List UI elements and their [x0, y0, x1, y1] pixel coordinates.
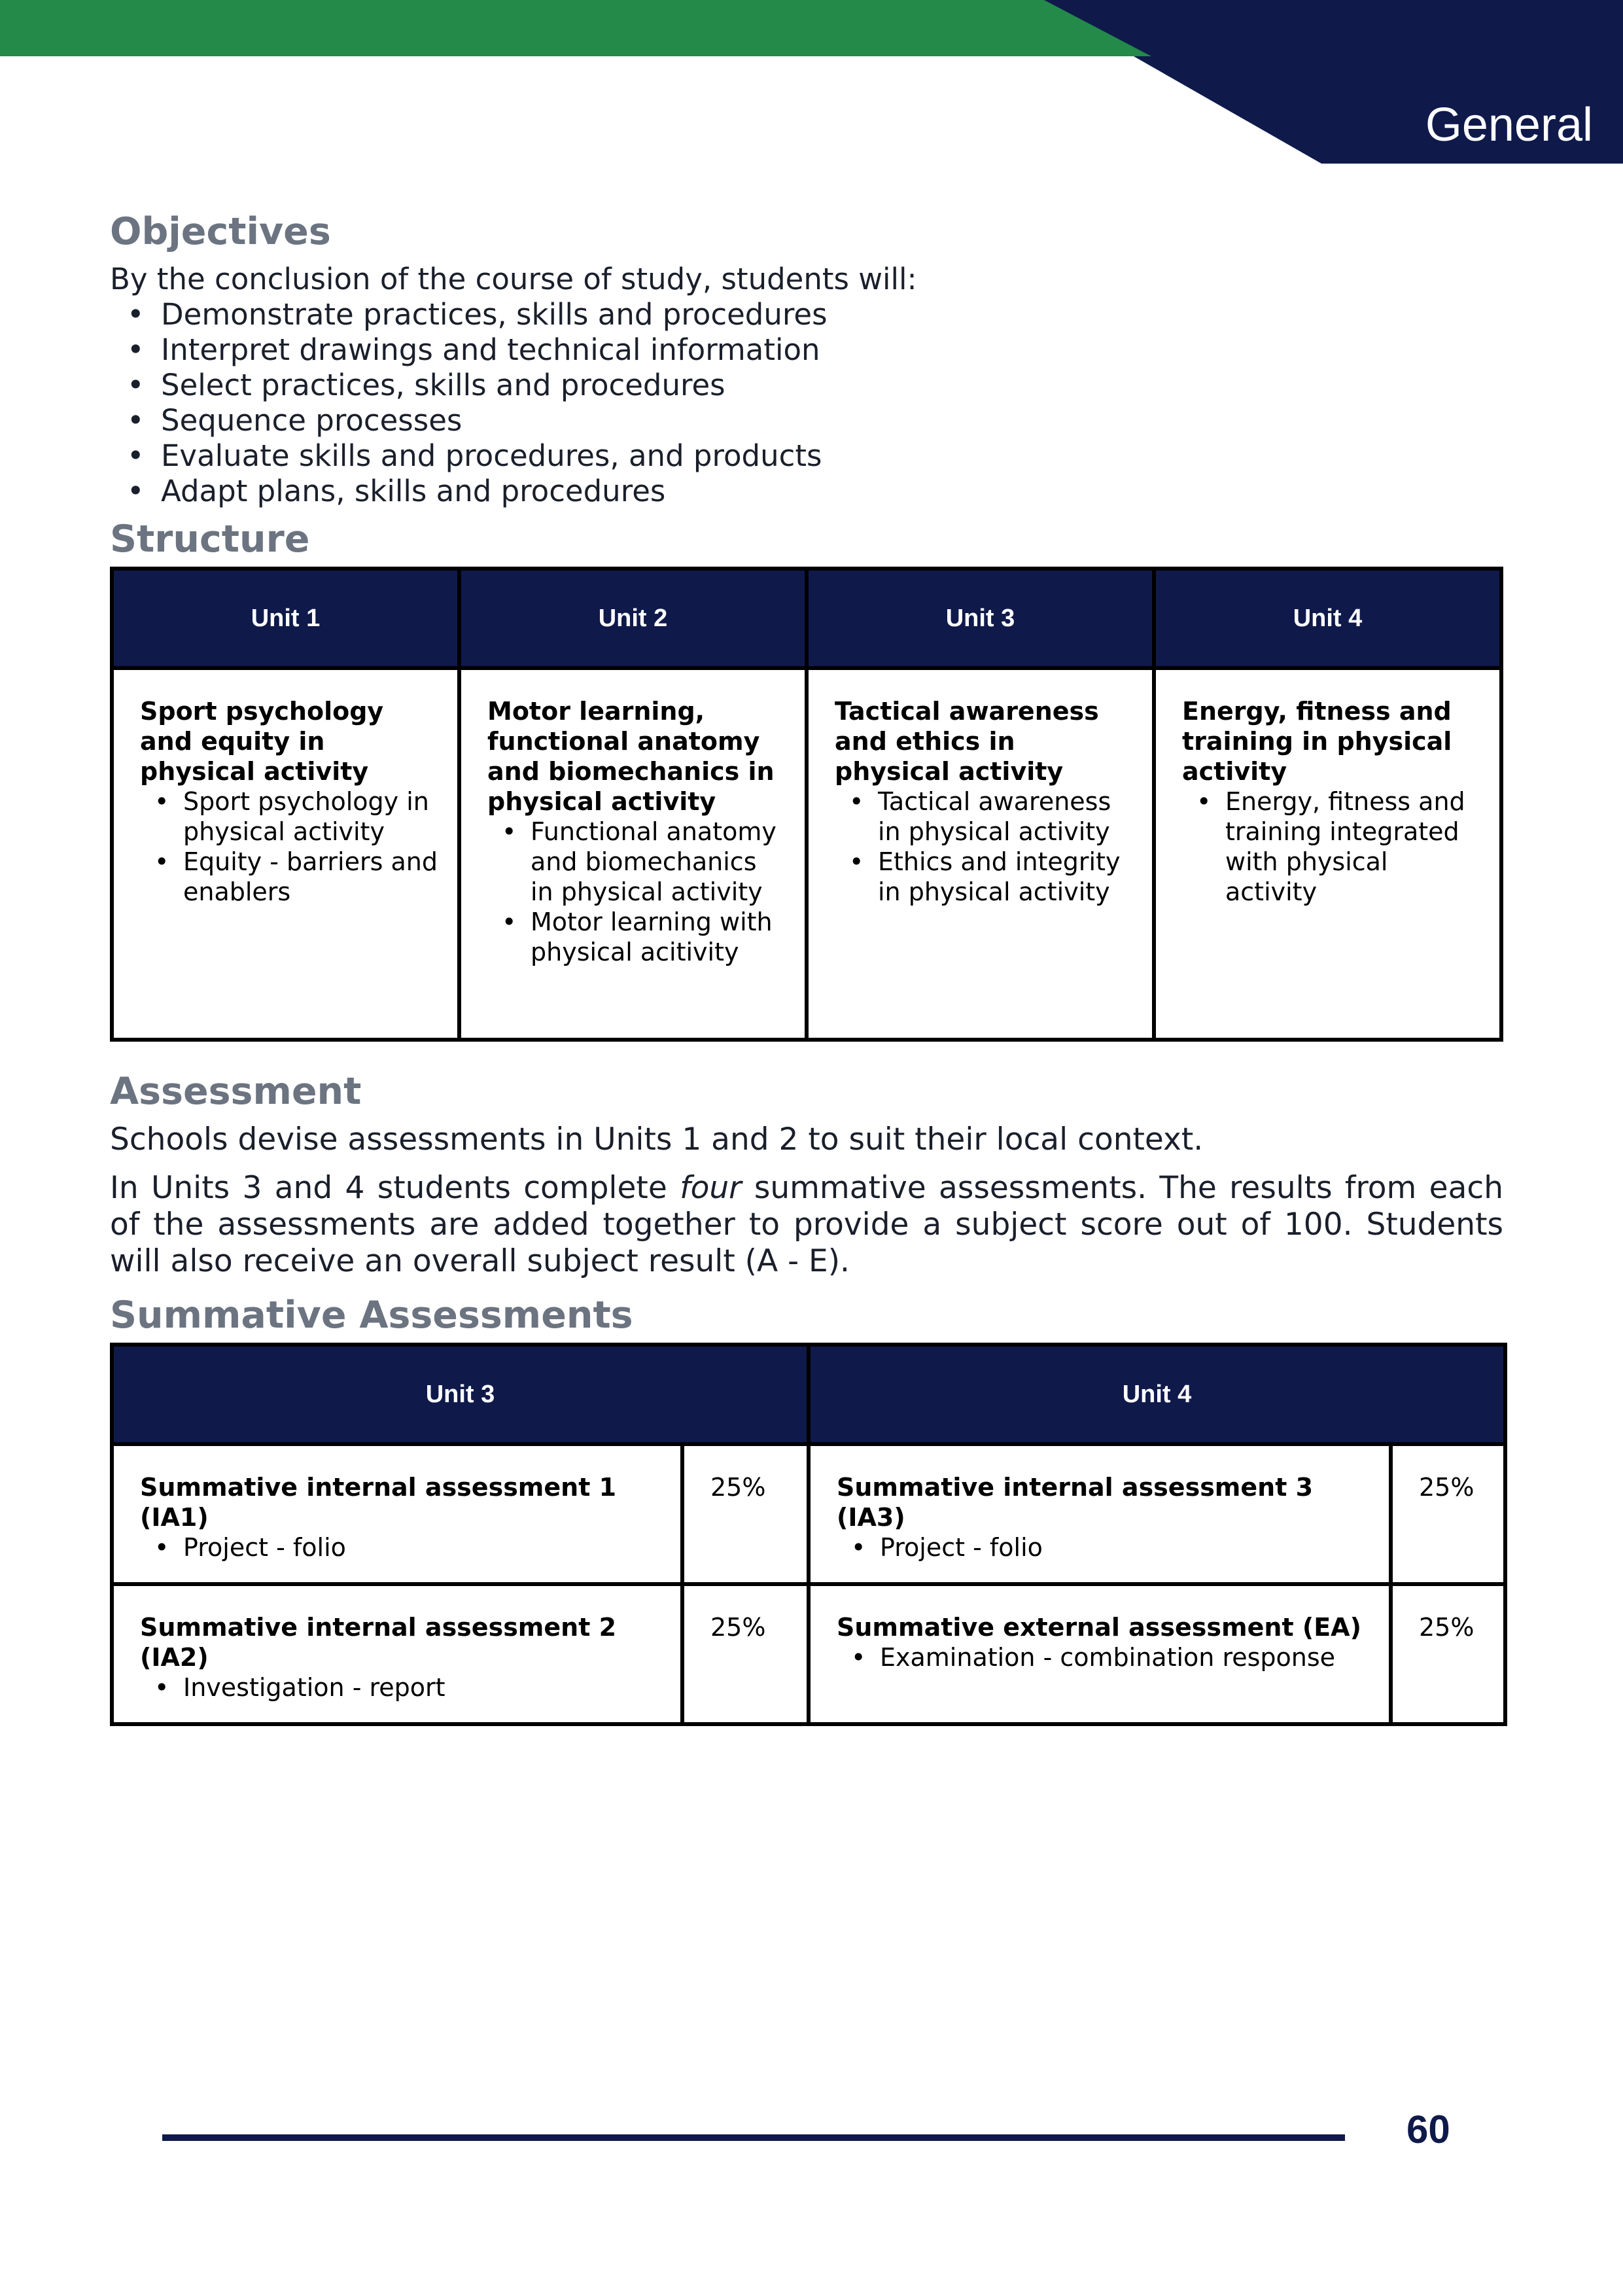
list-item: • Adapt plans, skills and procedures [122, 474, 1503, 509]
unit-4-cell [1154, 668, 1501, 1040]
assessment-title: Summative internal assessment 1 (IA1) [140, 1473, 617, 1532]
header-navy-shape [0, 0, 1623, 164]
unit-3-header: Unit 3 [807, 569, 1154, 668]
assessment-title: Summative internal assessment 3 (IA3) [837, 1473, 1314, 1532]
list-item: • Project - folio [837, 1532, 1369, 1563]
summative-table [110, 1343, 1507, 1726]
list-item: • Examination - combination response [837, 1642, 1369, 1672]
list-item: • Tactical awareness in physical activity [835, 786, 1132, 847]
weight-ia3: 25% [1391, 1444, 1505, 1584]
summative-unit-3-header: Unit 3 [112, 1345, 809, 1444]
list-item: • Select practices, skills and procedures [122, 368, 1503, 403]
main-content [110, 208, 1503, 1726]
objectives-heading: Objectives [110, 210, 331, 253]
unit-2-header: Unit 2 [459, 569, 807, 668]
objectives-list [122, 297, 1503, 509]
assessment-title: Summative external assessment (EA) [837, 1613, 1361, 1642]
assessment-ia2 [112, 1584, 682, 1724]
summative-heading: Summative Assessments [110, 1294, 633, 1337]
unit-title: Tactical awareness and ethics in physical activity [835, 697, 1099, 786]
list-item: • Ethics and integrity in physical activity [835, 847, 1132, 907]
assessment-paragraph-1: Schools devise assessments in Units 1 and 2 to suit their local context. [110, 1122, 1204, 1157]
list-item: • Interpret drawings and technical information [122, 332, 1503, 368]
list-item: • Demonstrate practices, skills and procedures [122, 297, 1503, 332]
unit-1-cell [112, 668, 459, 1040]
unit-title: Energy, fitness and training in physical activity [1182, 697, 1452, 786]
assessment-ia3 [809, 1444, 1391, 1584]
assessment-paragraph-2 [110, 1170, 1503, 1280]
list-item: • Sport psychology in physical activity [140, 786, 438, 847]
assessment-text-start: In Units 3 and 4 students complete [110, 1170, 680, 1206]
weight-ea: 25% [1391, 1584, 1505, 1724]
structure-table [110, 567, 1503, 1042]
structure-heading: Structure [110, 518, 310, 561]
unit-3-cell [807, 668, 1154, 1040]
list-item: • Equity - barriers and enablers [140, 847, 438, 907]
category-badge: General [1425, 99, 1593, 151]
weight-ia2: 25% [682, 1584, 809, 1724]
summative-unit-4-header: Unit 4 [809, 1345, 1505, 1444]
unit-title: Motor learning, functional anatomy and biomechanics in physical activity [487, 697, 775, 816]
assessment-text-end: summative assessments. The results from each of the assessments are added together to provide a subject score out of 100. Students will also receive an overall subject result (A - E). [110, 1170, 1503, 1279]
unit-2-cell [459, 668, 807, 1040]
list-item: • Project - folio [140, 1532, 661, 1563]
list-item: • Motor learning with physical acitivity [487, 907, 785, 967]
assessment-emphasis: four [680, 1170, 742, 1206]
weight-ia1: 25% [682, 1444, 809, 1584]
list-item: • Energy, fitness and training integrated with physical activity [1182, 786, 1480, 907]
list-item: • Investigation - report [140, 1672, 661, 1703]
list-item: • Functional anatomy and biomechanics in physical activity [487, 817, 785, 907]
assessment-heading: Assessment [110, 1070, 362, 1113]
list-item: • Evaluate skills and procedures, and products [122, 438, 1503, 474]
list-item: • Sequence processes [122, 403, 1503, 438]
unit-title: Sport psychology and equity in physical activity [140, 697, 384, 786]
footer-rule [162, 2134, 1345, 2141]
unit-4-header: Unit 4 [1154, 569, 1501, 668]
assessment-title: Summative internal assessment 2 (IA2) [140, 1613, 617, 1672]
unit-1-header: Unit 1 [112, 569, 459, 668]
page-number: 60 [1406, 2108, 1450, 2151]
assessment-ea [809, 1584, 1391, 1724]
assessment-ia1 [112, 1444, 682, 1584]
objectives-intro: By the conclusion of the course of study, students will: [110, 262, 917, 296]
